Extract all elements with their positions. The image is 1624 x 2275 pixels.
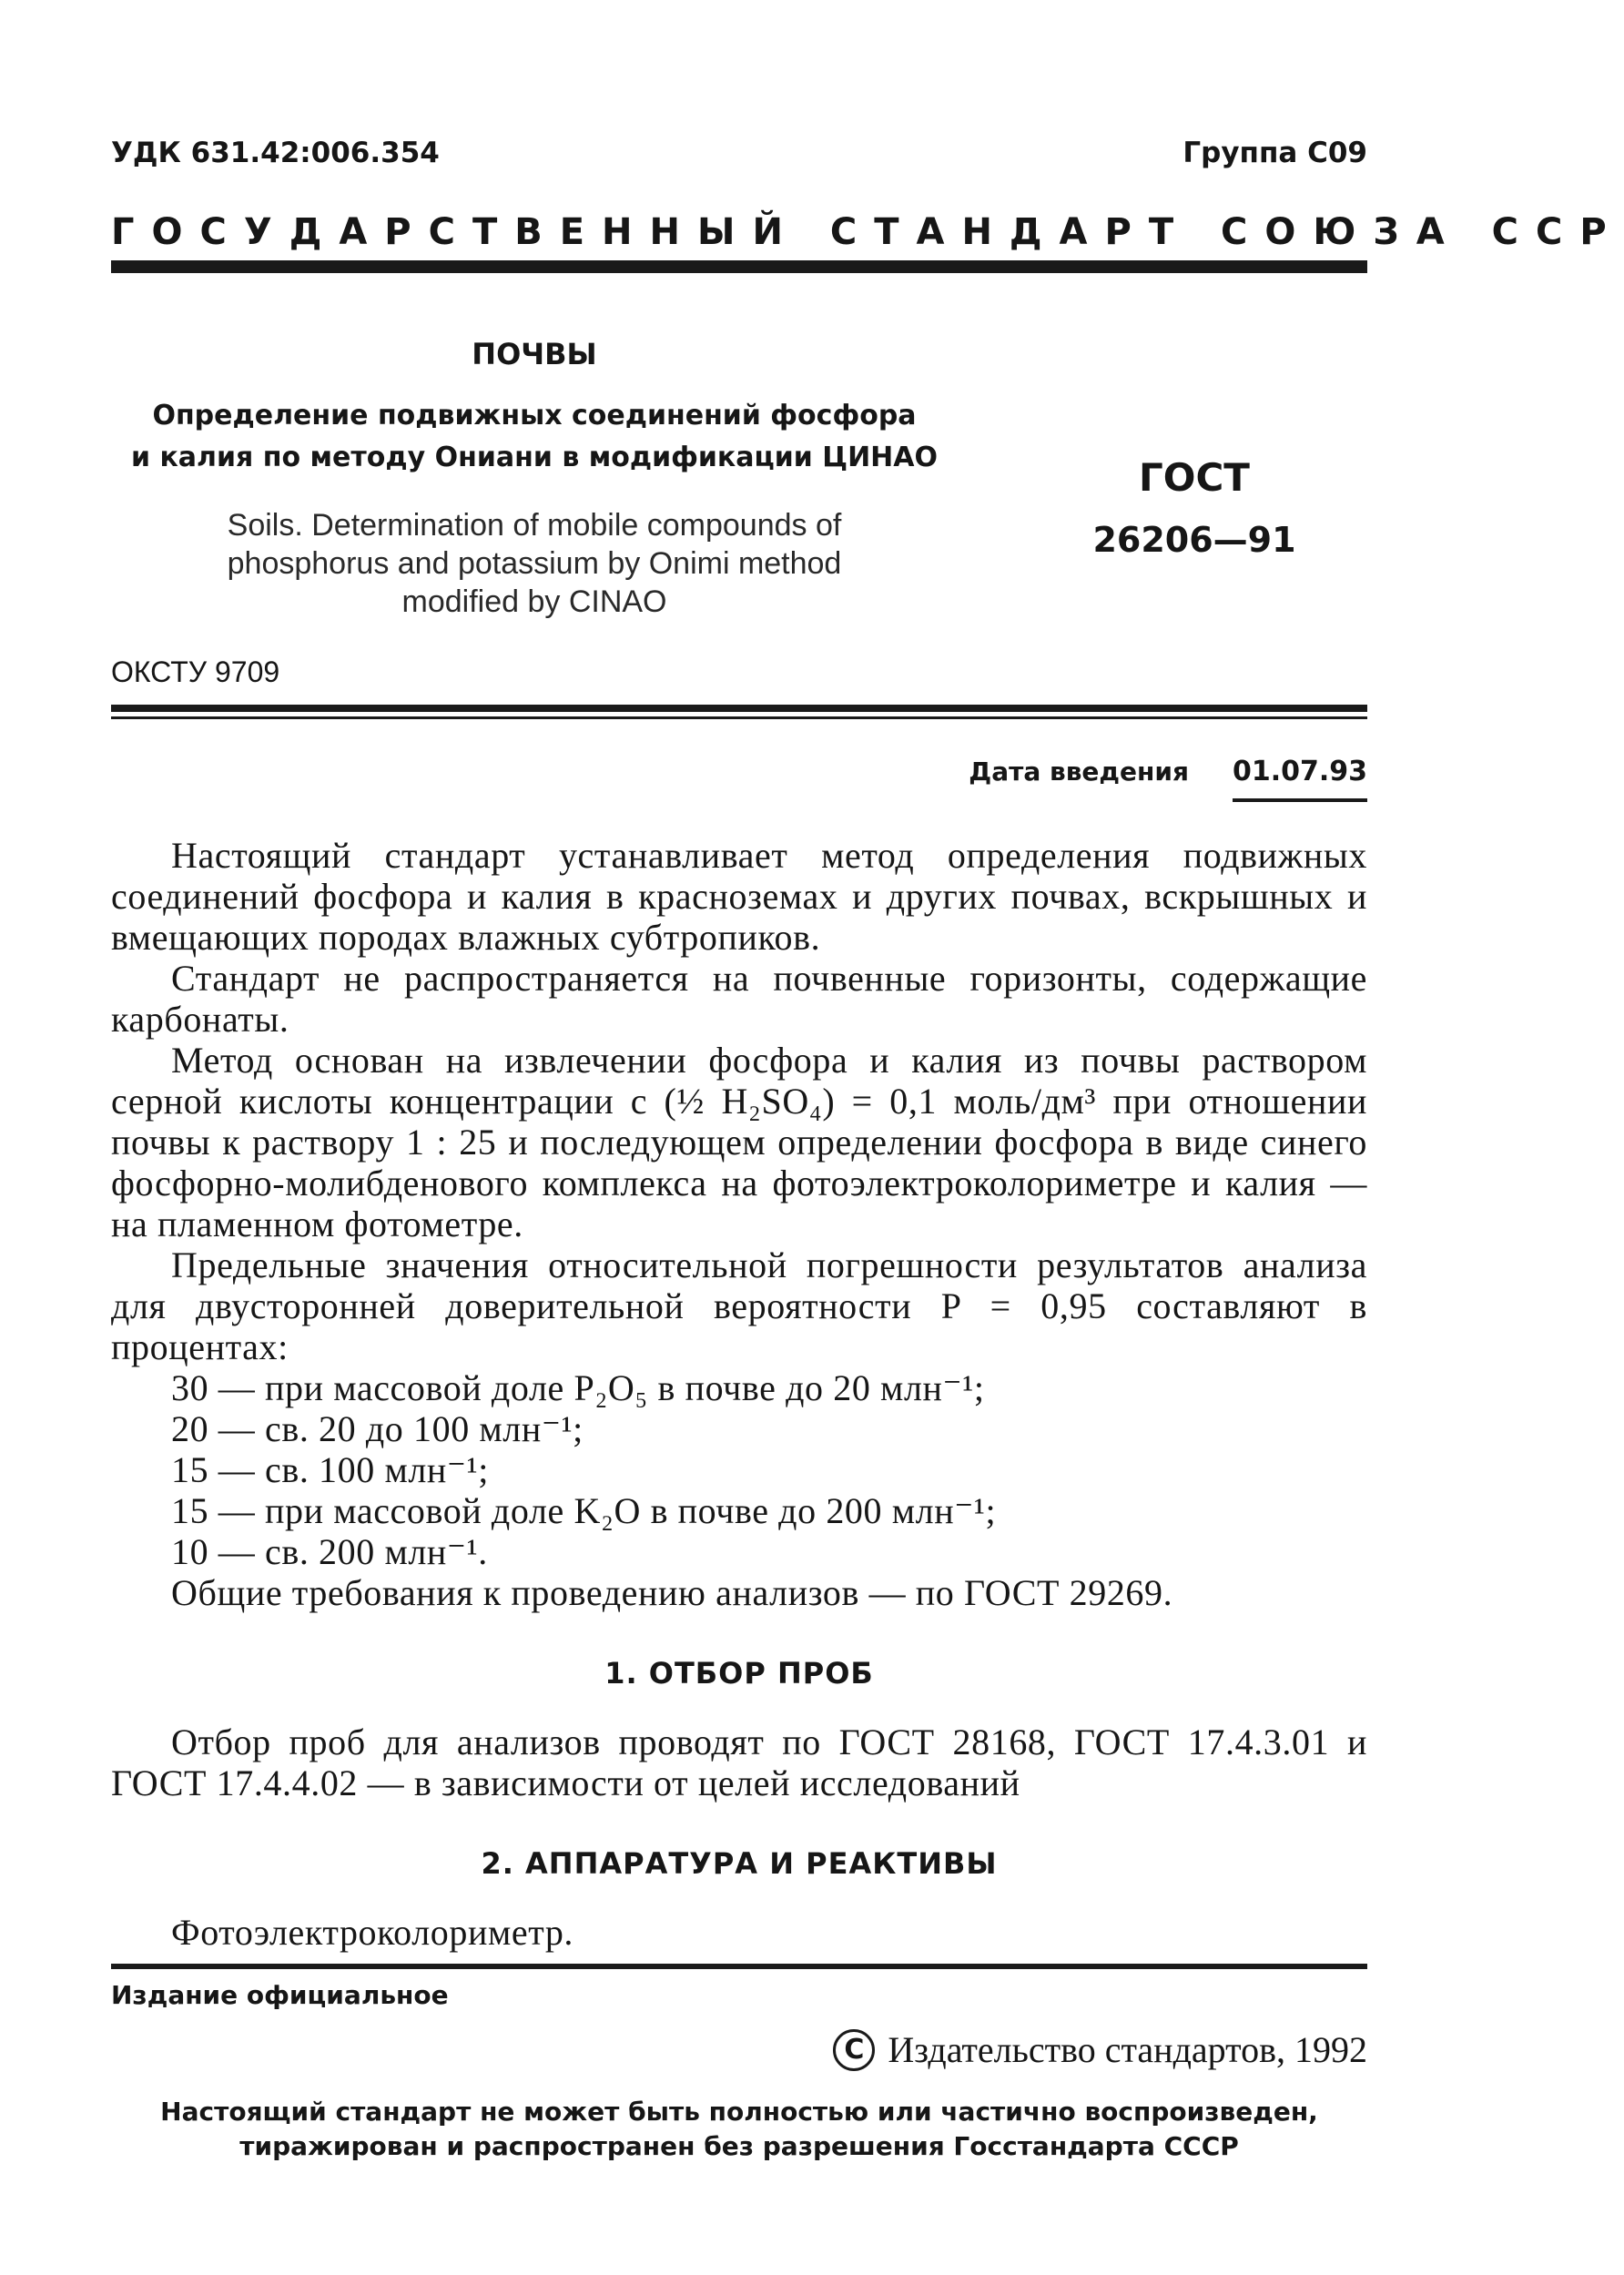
- gost-label: ГОСТ: [1139, 455, 1250, 500]
- title-left: [111, 273, 958, 621]
- gost-designation: [1049, 455, 1340, 560]
- paragraph: Предельные значения относительной погрешности результатов анализа для двусторонней доверительной вероятности P = 0,95 составляют в процентах:: [111, 1244, 1367, 1367]
- list-item: 10 — св. 200 млн⁻¹.: [171, 1531, 488, 1572]
- list-item: 30 — при массовой доле P₂O₅ в почве до 20 млн⁻¹;: [171, 1367, 985, 1408]
- body-text: [111, 835, 1367, 1953]
- subtitle-en: [111, 506, 958, 621]
- title-block: [111, 273, 1367, 701]
- notice-line: тиражирован и распространен без разрешения Госстандарта СССР: [239, 2131, 1239, 2161]
- intro-date-label: Дата введения: [969, 757, 1189, 787]
- copyright-line: [111, 2028, 1367, 2071]
- subtitle-ru-line: и калия по методу Ониани в модификации ЦИНАО: [130, 442, 939, 473]
- state-standard-title: ГОСУДАРСТВЕННЫЙ СТАНДАРТ СОЮЗА ССР: [111, 211, 1624, 253]
- footer-rule: [111, 1964, 1367, 1969]
- header-rule: [111, 260, 1367, 273]
- udk-code: УДК 631.42:006.354: [111, 137, 440, 169]
- notice-line: Настоящий стандарт не может быть полностью или частично воспроизведен,: [160, 2097, 1318, 2127]
- paragraph: Фотоэлектроколориметр.: [171, 1912, 574, 1953]
- subtitle-en-line: phosphorus and potassium by Onimi method: [227, 546, 842, 581]
- copyright-text: Издательство стандартов, 1992: [888, 2029, 1367, 2070]
- section-heading: 1. ОТБОР ПРОБ: [604, 1656, 874, 1691]
- list-item: 15 — св. 100 млн⁻¹;: [171, 1449, 489, 1490]
- paragraph: Общие требования к проведению анализов — по ГОСТ 29269.: [171, 1572, 1173, 1613]
- section-heading: 2. АППАРАТУРА И РЕАКТИВЫ: [481, 1846, 998, 1881]
- paragraph: Метод основан на извлечении фосфора и калия из почвы раствором серной кислоты концентрации c (½ H₂SO₄) = 0,1 моль/дм³ при отношении почвы к раствору 1 : 25 и последующем определении фосфора в виде синего фосфорно-молибденового комплекса на фотоэлектроколориметре и калия — на пламенном фотометре.: [111, 1040, 1367, 1244]
- copyright-icon: C: [833, 2029, 875, 2071]
- document-page: [111, 137, 1624, 2164]
- paragraph: Настоящий стандарт устанавливает метод определения подвижных соединений фосфора и калия в красноземах и других почвах, вскрышных и вмещающих породах влажных субтропиков.: [111, 835, 1367, 958]
- list-item: 15 — при массовой доле K₂O в почве до 200 млн⁻¹;: [171, 1490, 997, 1531]
- intro-date-value: 01.07.93: [1233, 756, 1367, 802]
- paragraph: Стандарт не распространяется на почвенные горизонты, содержащие карбонаты.: [111, 958, 1367, 1040]
- okstu-code: ОКСТУ 9709: [111, 655, 280, 688]
- subtitle-en-line: modified by CINAO: [401, 584, 667, 619]
- list-item: 20 — св. 20 до 100 млн⁻¹;: [171, 1408, 584, 1449]
- intro-date-row: [111, 756, 1367, 802]
- subtitle-en-line: Soils. Determination of mobile compounds of: [227, 508, 842, 543]
- group-code: Группа С09: [1182, 137, 1367, 169]
- header-row: [111, 137, 1367, 188]
- subtitle-ru: [111, 395, 958, 479]
- reproduction-notice: [111, 2095, 1367, 2164]
- title-rule: [111, 705, 1367, 719]
- paragraph: Отбор проб для анализов проводят по ГОСТ 28168, ГОСТ 17.4.3.01 и ГОСТ 17.4.4.02 — в зависимости от целей исследований: [111, 1721, 1367, 1803]
- edition-label: Издание официальное: [111, 1980, 449, 2010]
- gost-number: 26206—91: [1092, 520, 1296, 560]
- document-title: ПОЧВЫ: [472, 337, 597, 371]
- subtitle-ru-line: Определение подвижных соединений фосфора: [152, 400, 917, 432]
